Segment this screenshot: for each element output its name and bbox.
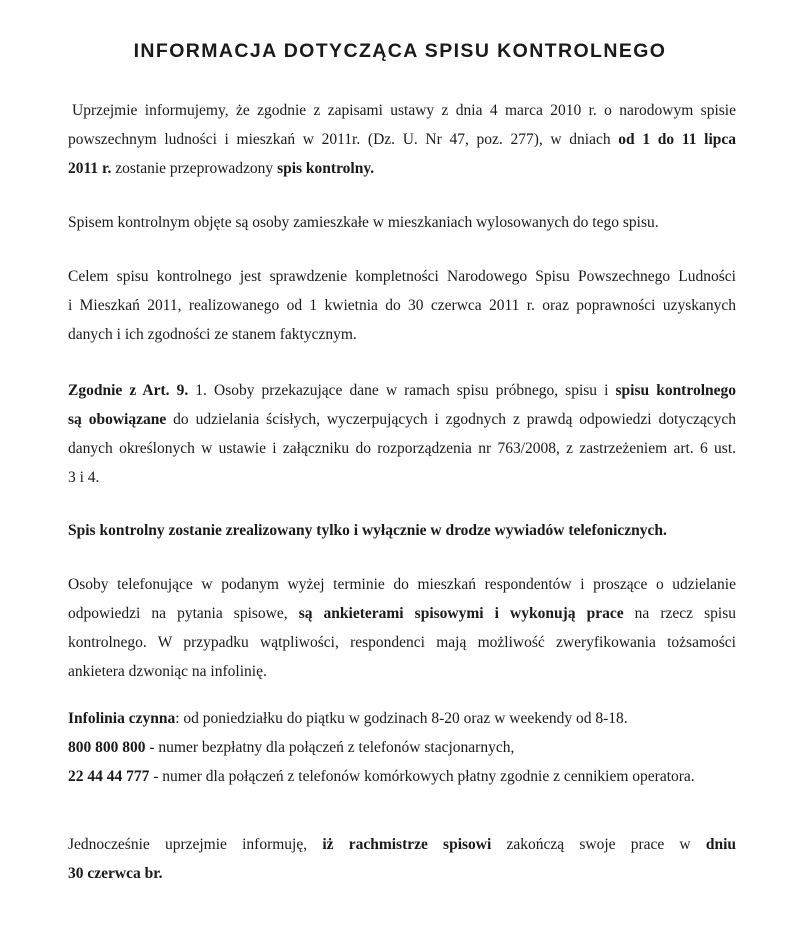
paragraph-legal-basis <box>68 376 736 492</box>
paragraph-census-dates <box>68 96 736 183</box>
paragraph-line: 2011 r. zostanie przeprowadzony spis kontrolny. <box>68 160 375 177</box>
obligation-term: są obowiązane <box>68 411 167 428</box>
paragraph-line: Spisem kontrolnym objęte są osoby zamieszkałe w mieszkaniach wylosowanych do tego spisu. <box>68 214 659 231</box>
paragraph-line: Jednocześnie uprzejmie informuję, iż rachmistrze spisowi zakończą swoje prace w dniu <box>68 836 736 853</box>
phone-number-mobile: 22 44 44 777 <box>68 768 150 785</box>
paragraph-line: Osoby telefonujące w podanym wyżej terminie do mieszkań respondentów i proszące o udzielanie <box>68 576 736 593</box>
paragraph-line: kontrolnego. W przypadku wątpliwości, respondenci mają możliwość zweryfikowania tożsamości <box>68 634 736 651</box>
hotline-label: Infolinia czynna <box>68 710 176 727</box>
enumerators-term: iż rachmistrze spisowi <box>322 836 492 853</box>
census-date-range: od 1 do 11 lipca <box>618 131 737 148</box>
document-title: INFORMACJA DOTYCZĄCA SPISU KONTROLNEGO <box>133 40 667 62</box>
article-reference: Zgodnie z Art. 9. <box>68 382 189 399</box>
paragraph-line: danych określonych w ustawie i załączniku do rozporządzenia nr 763/2008, z zastrzeżeniem art. 6 ust. <box>68 440 736 457</box>
end-date: 30 czerwca br. <box>68 865 163 882</box>
paragraph-closing <box>68 830 736 888</box>
paragraph-line: Spis kontrolny zostanie zrealizowany tylko i wyłącznie w drodze wywiadów telefonicznych. <box>68 522 667 539</box>
hotline-landline: 800 800 800 - numer bezpłatny dla połączeń z telefonów stacjonarnych, <box>68 739 515 756</box>
paragraph-line: 3 i 4. <box>68 469 100 486</box>
paragraph-line: odpowiedzi na pytania spisowe, są ankieterami spisowymi i wykonują prace na rzecz spisu <box>68 605 736 622</box>
paragraph-interviewers <box>68 570 736 686</box>
interviewer-statement: są ankieterami spisowymi i wykonują prace <box>298 605 624 622</box>
hotline-mobile: 22 44 44 777 - numer dla połączeń z telefonów komórkowych płatny zgodnie z cennikiem operatora. <box>68 768 695 785</box>
paragraph-line: Zgodnie z Art. 9. 1. Osoby przekazujące dane w ramach spisu próbnego, spisu i spisu kontrolnego <box>68 382 737 399</box>
paragraph-line: są obowiązane do udzielania ścisłych, wyczerpujących i zgodnych z prawdą odpowiedzi dotyczących <box>68 411 736 428</box>
paragraph-scope <box>68 208 736 237</box>
census-year: 2011 r. <box>68 160 112 177</box>
phone-number-free: 800 800 800 <box>68 739 146 756</box>
paragraph-line: Celem spisu kontrolnego jest sprawdzenie kompletności Narodowego Spisu Powszechnego Ludności <box>68 268 736 285</box>
hotline-hours: Infolinia czynna: od poniedziałku do piątku w godzinach 8-20 oraz w weekendy od 8-18. <box>68 710 628 727</box>
paragraph-line: ankietera dzwoniąc na infolinię. <box>68 663 267 680</box>
paragraph-hotline <box>68 704 736 791</box>
paragraph-line: i Mieszkań 2011, realizowanego od 1 kwietnia do 30 czerwca 2011 r. oraz poprawności uzyskanych <box>68 297 736 314</box>
paragraph-line: Uprzejmie informujemy, że zgodnie z zapisami ustawy z dnia 4 marca 2010 r. o narodowym spisie <box>72 102 736 119</box>
paragraph-phone-only <box>68 516 736 545</box>
paragraph-line: danych i ich zgodności ze stanem faktycznym. <box>68 326 357 343</box>
control-census-term: spis kontrolny. <box>277 160 375 177</box>
paragraph-purpose <box>68 262 736 349</box>
paragraph-line: powszechnym ludności i mieszkań w 2011r. (Dz. U. Nr 47, poz. 277), w dniach od 1 do 11 lipca <box>68 131 737 148</box>
